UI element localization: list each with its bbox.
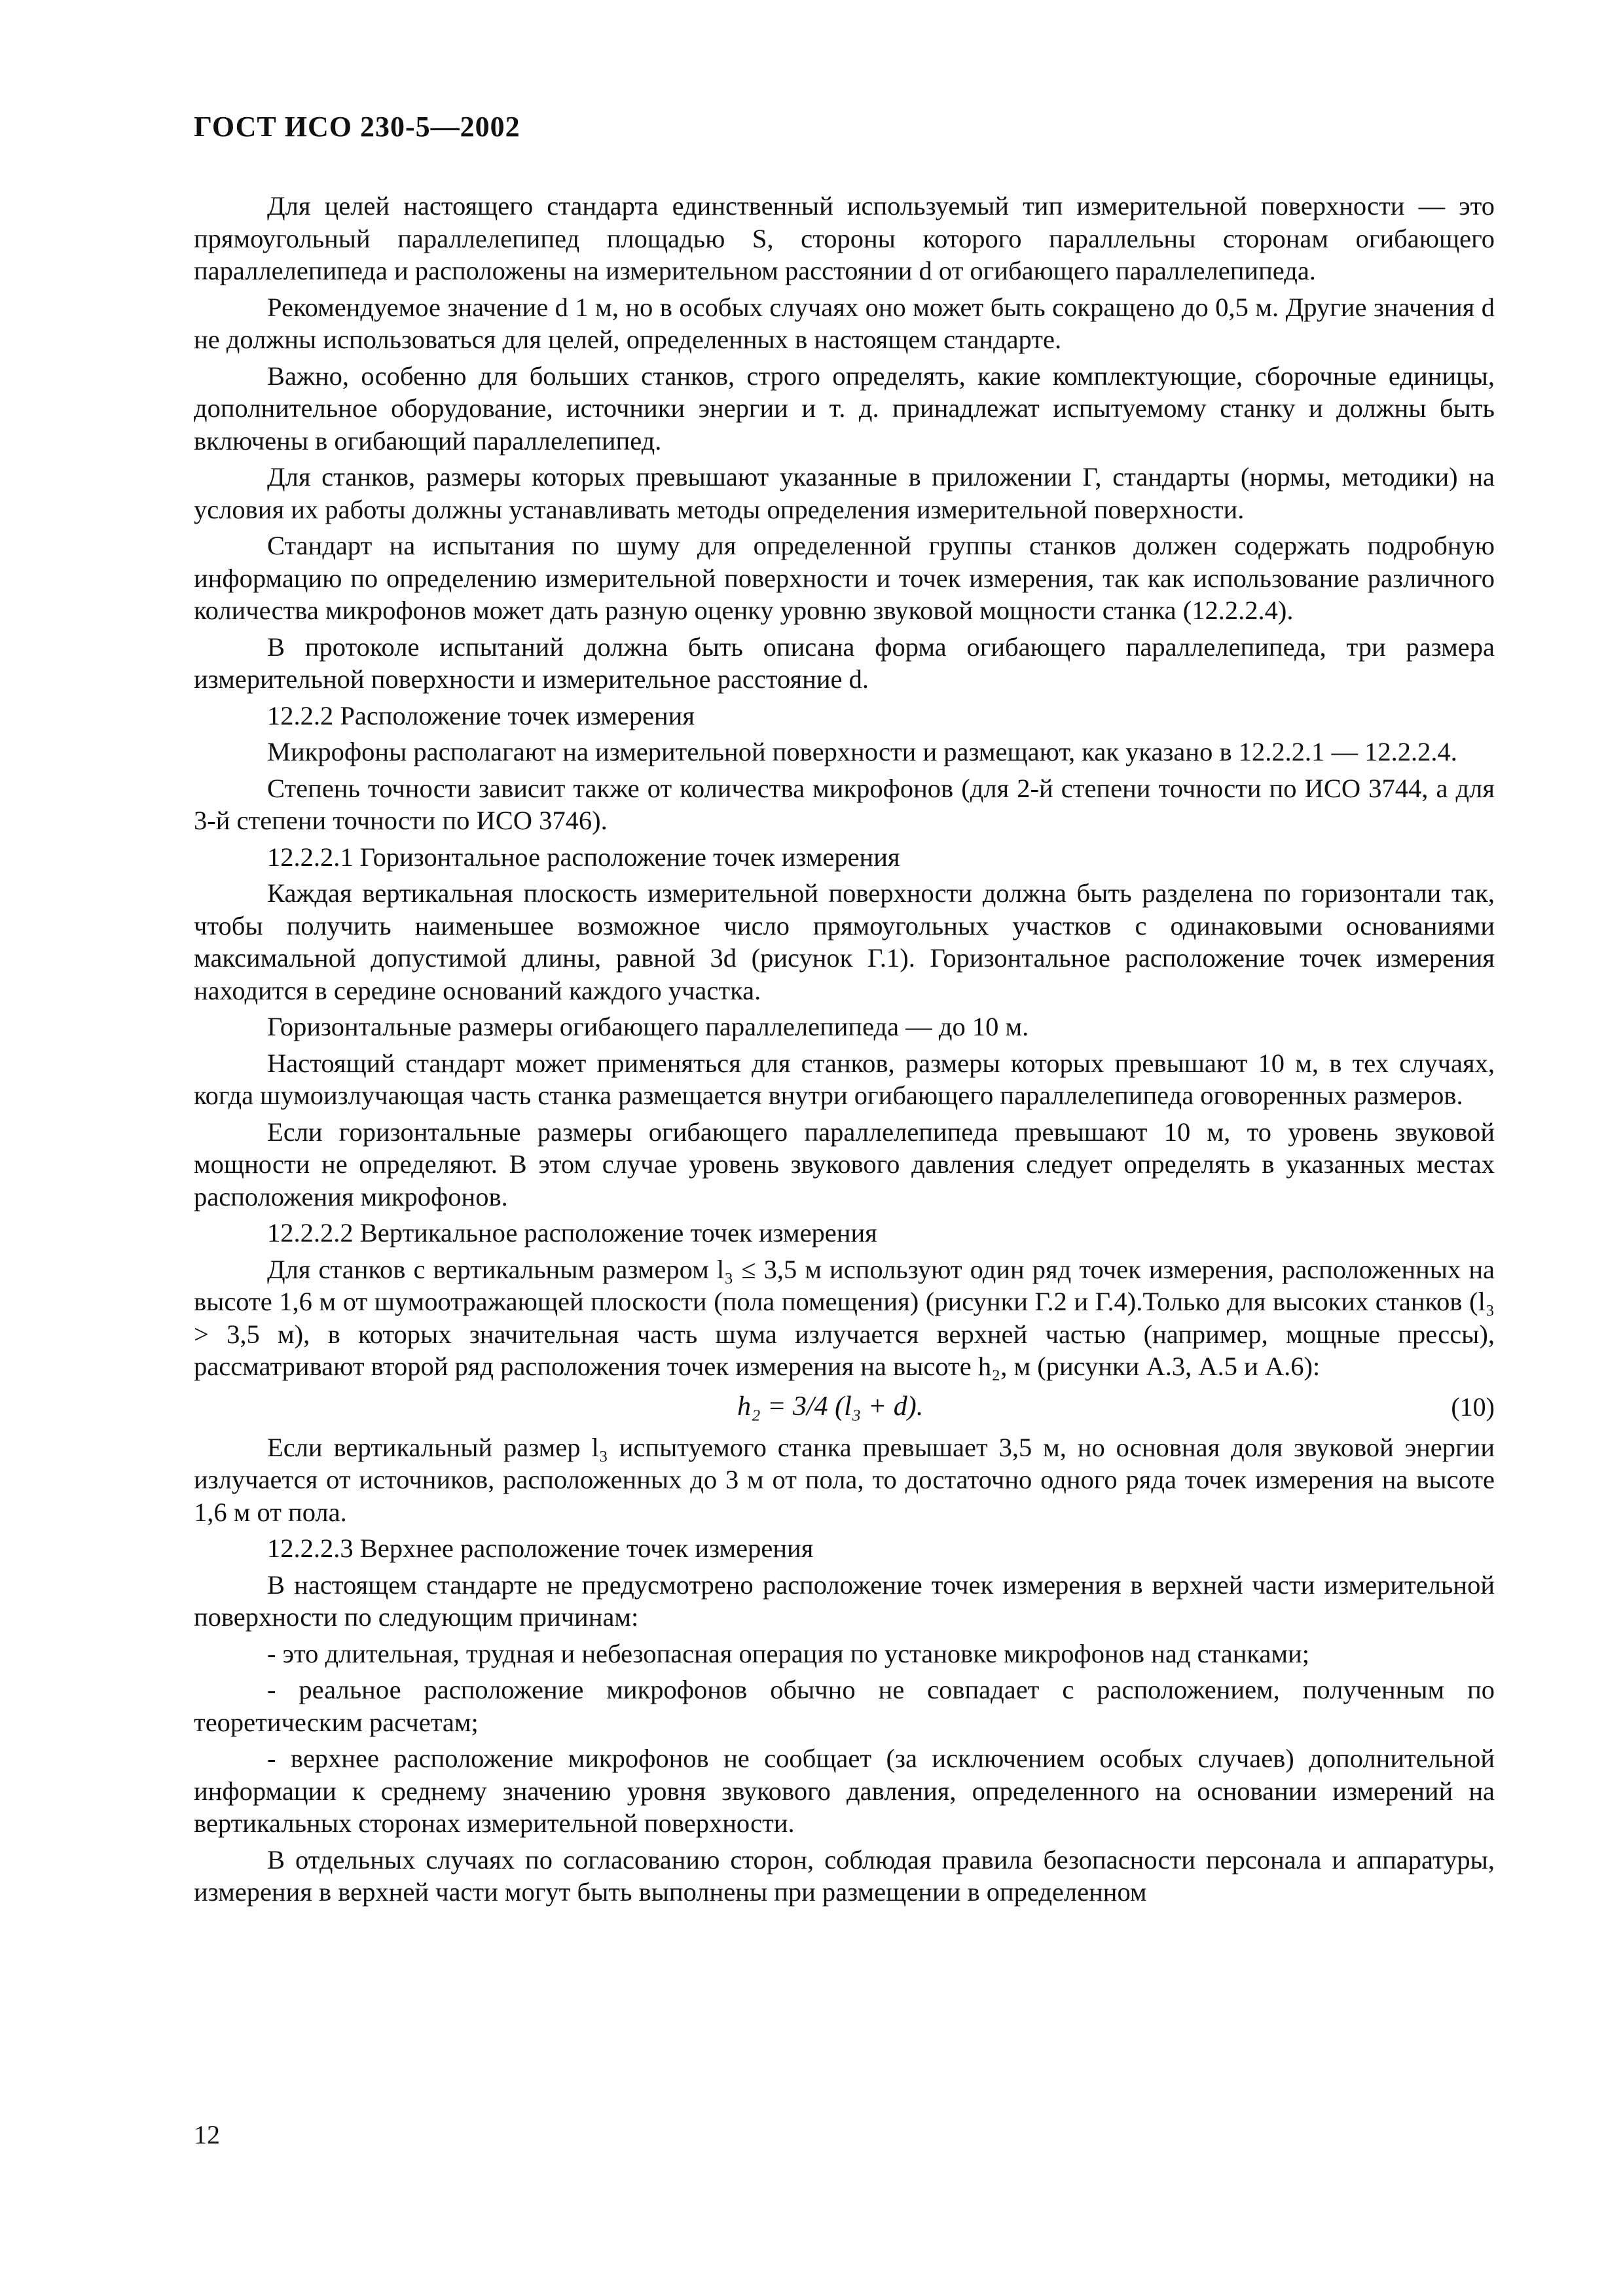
formula	[194, 1388, 1495, 1425]
paragraph: Рекомендуемое значение d 1 м, но в особых случаях оно может быть сокращено до 0,5 м. Другие значения d не должны использоваться для целей, определенных в настоящем стандарте.	[194, 292, 1495, 354]
section-heading: 12.2.2 Расположение точек измерения	[267, 700, 695, 730]
paragraph: Степень точности зависит также от количества микрофонов (для 2-й степени точности по ИСО 3744, а для 3-й степени точности по ИСО 3746).	[194, 773, 1495, 835]
section-heading: 12.2.2.3 Верхнее расположение точек измерения	[267, 1534, 814, 1563]
paragraph: В отдельных случаях по согласованию сторон, соблюдая правила безопасности персонала и аппаратуры, измерения в верхней части могут быть выполнены при размещении в определенном	[194, 1844, 1495, 1907]
page-number: 12	[194, 2120, 220, 2149]
formula-expression: h₂ = 3/4 (l₃ + d).	[737, 1391, 924, 1422]
document-body	[194, 190, 1495, 1912]
paragraph: Для станков с вертикальным размером l₃ ≤ 3,5 м используют один ряд точек измерения, расположенных на высоте 1,6 м от шумоотражающей плоскости (пола помещения) (рисунки Г.2 и Г.4).Только для высоких станков (l₃ > 3,5 м), в которых значительная часть шума излучается верхней частью (например, мощные прессы), рассматривают второй ряд расположения точек измерения на высоте h₂, м (рисунки А.3, А.5 и А.6):	[194, 1254, 1495, 1381]
paragraph: Горизонтальные размеры огибающего параллелепипеда — до 10 м.	[267, 1012, 1029, 1041]
paragraph: Для целей настоящего стандарта единственный используемый тип измерительной поверхности — это прямоугольный параллелепипед площадью S, стороны которого параллельны сторонам огибающего параллелепипеда и расположены на измерительном расстоянии d от огибающего параллелепипеда.	[194, 191, 1495, 285]
paragraph: Микрофоны располагают на измерительной поверхности и размещают, как указано в 12.2.2.1 — 12.2.2.4.	[267, 737, 1457, 766]
paragraph: Если горизонтальные размеры огибающего параллелепипеда превышают 10 м, то уровень звуковой мощности не определяют. В этом случае уровень звукового давления следует определять в указанных местах расположения микрофонов.	[194, 1117, 1495, 1211]
paragraph: Каждая вертикальная плоскость измерительной поверхности должна быть разделена по горизонтали так, чтобы получить наименьшее возможное число прямоугольных участков с одинаковыми основаниями максимальной допустимой длины, равной 3d (рисунок Г.1). Горизонтальное расположение точек измерения находится в середине оснований каждого участка.	[194, 878, 1495, 1005]
paragraph: Настоящий стандарт может применяться для станков, размеры которых превышают 10 м, в тех случаях, когда шумоизлучающая часть станка размещается внутри огибающего параллелепипеда оговоренных размеров.	[194, 1048, 1495, 1110]
list-item: - реальное расположение микрофонов обычно не совпадает с расположением, полученным по теоретическим расчетам;	[194, 1675, 1495, 1737]
list-item: - это длительная, трудная и небезопасная операция по установке микрофонов над станками;	[267, 1638, 1309, 1668]
paragraph: Стандарт на испытания по шуму для определенной группы станков должен содержать подробную информацию по определению измерительной поверхности и точек измерения, так как использование различного количества микрофонов может дать разную оценку уровню звуковой мощности станка (12.2.2.4).	[194, 531, 1495, 625]
formula-number: (10)	[1451, 1391, 1495, 1422]
paragraph: В настоящем стандарте не предусмотрено расположение точек измерения в верхней части измерительной поверхности по следующим причинам:	[194, 1570, 1495, 1632]
section-heading: 12.2.2.2 Вертикальное расположение точек измерения	[267, 1218, 877, 1247]
paragraph: Важно, особенно для больших станков, строго определять, какие комплектующие, сборочные единицы, дополнительное оборудование, источники энергии и т. д. принадлежат испытуемому станку и должны быть включены в огибающий параллелепипед.	[194, 361, 1495, 456]
paragraph: В протоколе испытаний должна быть описана форма огибающего параллелепипеда, три размера измерительной поверхности и измерительное расстояние d.	[194, 632, 1495, 694]
paragraph: Для станков, размеры которых превышают указанные в приложении Г, стандарты (нормы, методики) на условия их работы должны устанавливать методы определения измерительной поверхности.	[194, 462, 1495, 524]
document-header: ГОСТ ИСО 230-5—2002	[194, 111, 520, 143]
list-item: - верхнее расположение микрофонов не сообщает (за исключением особых случаев) дополнительной информации к среднему значению уровня звукового давления, определенного на основании измерений на вертикальных сторонах измерительной поверхности.	[194, 1744, 1495, 1838]
paragraph: Если вертикальный размер l₃ испытуемого станка превышает 3,5 м, но основная доля звуковой энергии излучается от источников, расположенных до 3 м от пола, то достаточно одного ряда точек измерения на высоте 1,6 м от пола.	[194, 1432, 1495, 1527]
section-heading: 12.2.2.1 Горизонтальное расположение точек измерения	[267, 842, 900, 872]
